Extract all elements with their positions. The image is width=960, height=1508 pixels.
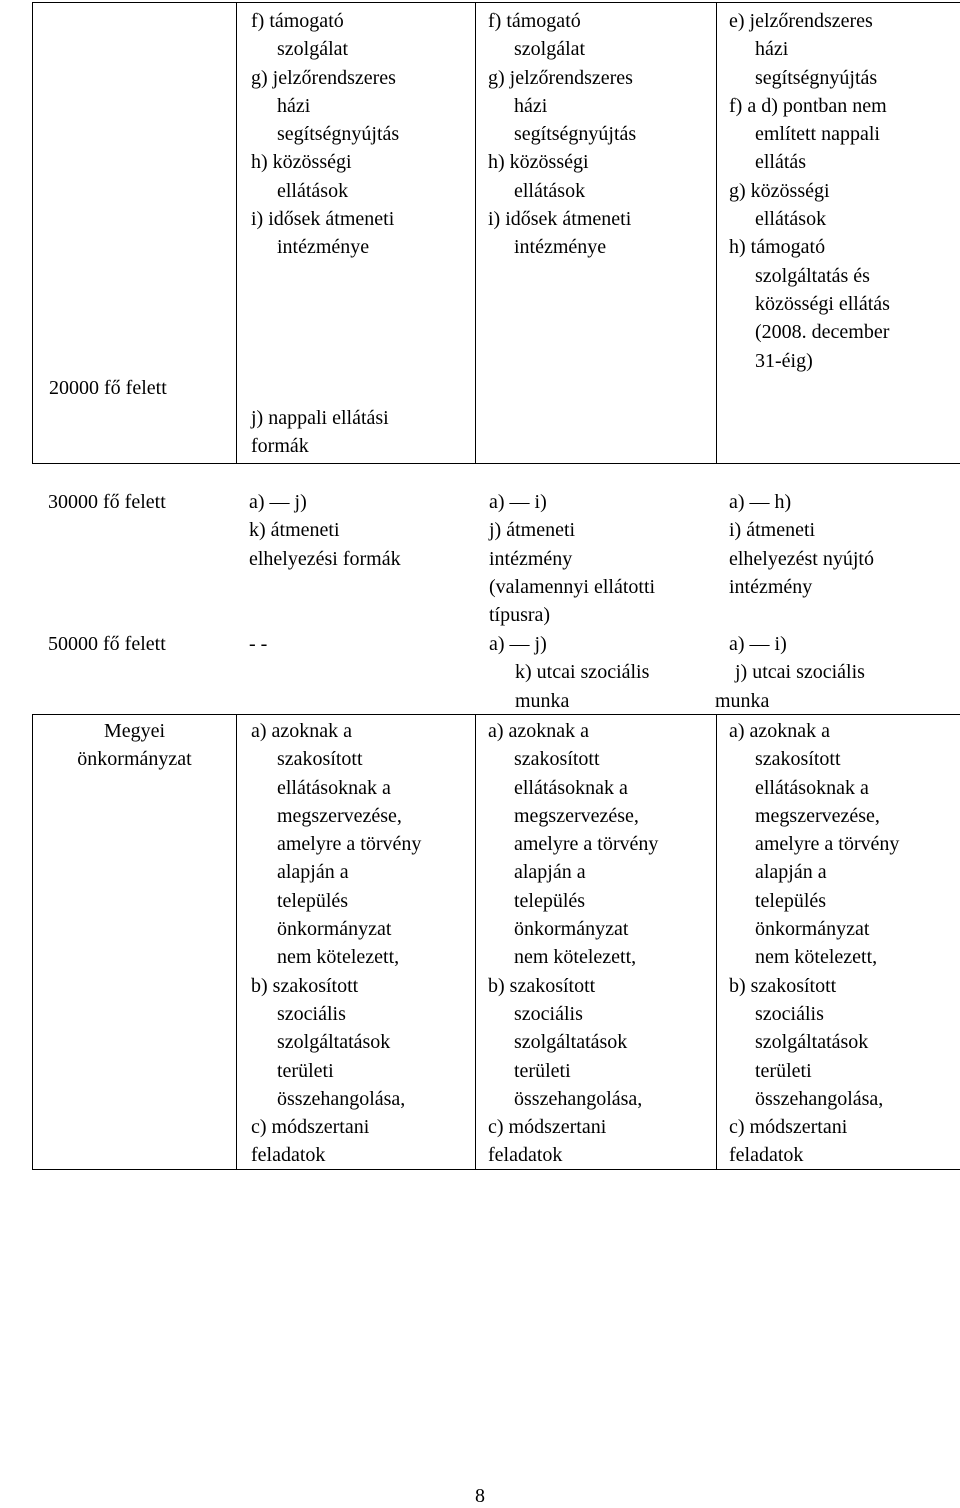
- cell-text: h) támogató: [729, 233, 960, 261]
- cell-text: elhelyezési formák: [249, 545, 401, 573]
- cell-text: házi: [488, 92, 716, 120]
- cell-text: területi: [488, 1057, 716, 1085]
- cell-text: i) idősek átmeneti: [251, 205, 475, 233]
- cell-text: megszervezése,: [488, 802, 716, 830]
- cell-text: szolgálat: [251, 35, 475, 63]
- page-number: 8: [0, 1484, 960, 1508]
- cell-text: feladatok: [729, 1141, 960, 1169]
- cell-text: nem kötelezett,: [488, 943, 716, 971]
- cell-text: település: [488, 887, 716, 915]
- cell-text: j) nappali ellátási: [251, 404, 389, 432]
- cell-text: szolgálat: [488, 35, 716, 63]
- cell-text: amelyre a törvény: [251, 830, 475, 858]
- cell-text: nem kötelezett,: [251, 943, 475, 971]
- cell-text: g) jelzőrendszeres: [488, 64, 716, 92]
- cell-text: f) támogató: [488, 7, 716, 35]
- cell-text: g) közösségi: [729, 177, 960, 205]
- cell-text: szociális: [729, 1000, 960, 1028]
- cell-text: b) szakosított: [488, 972, 716, 1000]
- cell-text: alapján a: [488, 858, 716, 886]
- cell-text: nem kötelezett,: [729, 943, 960, 971]
- cell-text: amelyre a törvény: [729, 830, 960, 858]
- services-table: [32, 2, 960, 464]
- cell-text: intézménye: [251, 233, 475, 261]
- cell-text: f) támogató: [251, 7, 475, 35]
- cell-text: f) a d) pontban nem: [729, 92, 960, 120]
- cell-text: intézmény: [729, 573, 874, 601]
- cell-text: a) azoknak a: [251, 717, 475, 745]
- row-label-county: önkormányzat: [33, 745, 236, 773]
- cell-text: ellátásoknak a: [251, 774, 475, 802]
- cell-text: ellátások: [251, 177, 475, 205]
- cell-text: e) jelzőrendszeres: [729, 7, 960, 35]
- cell-text: említett nappali: [729, 120, 960, 148]
- cell-text: i) átmeneti: [729, 516, 874, 544]
- cell-text: összehangolása,: [488, 1085, 716, 1113]
- cell-text: összehangolása,: [729, 1085, 960, 1113]
- row-label-50000: 50000 fő felett: [48, 630, 166, 658]
- cell-text: ellátások: [488, 177, 716, 205]
- cell-text: h) közösségi: [251, 148, 475, 176]
- cell-text: c) módszertani: [488, 1113, 716, 1141]
- cell-text: h) közösségi: [488, 148, 716, 176]
- cell-text: segítségnyújtás: [729, 64, 960, 92]
- cell-text: - -: [249, 630, 267, 658]
- cell-text: munka: [715, 687, 865, 715]
- cell-text: feladatok: [488, 1141, 716, 1169]
- cell-text: intézménye: [488, 233, 716, 261]
- cell-text: szociális: [251, 1000, 475, 1028]
- cell-text: szolgáltatás és: [729, 262, 960, 290]
- cell-text: település: [251, 887, 475, 915]
- cell-text: a) azoknak a: [488, 717, 716, 745]
- cell-text: c) módszertani: [251, 1113, 475, 1141]
- cell-text: (2008. december: [729, 318, 960, 346]
- cell-text: házi: [729, 35, 960, 63]
- cell-text: intézmény: [489, 545, 655, 573]
- table-row: [33, 3, 960, 464]
- cell-text: szolgáltatások: [488, 1028, 716, 1056]
- cell-text: j) utcai szociális: [715, 658, 865, 686]
- cell-text: c) módszertani: [729, 1113, 960, 1141]
- cell-text: j) átmeneti: [489, 516, 655, 544]
- cell-text: közösségi ellátás: [729, 290, 960, 318]
- cell-text: önkormányzat: [488, 915, 716, 943]
- cell-text: amelyre a törvény: [488, 830, 716, 858]
- cell-text: ellátások: [729, 205, 960, 233]
- cell-text: (valamennyi ellátotti: [489, 573, 655, 601]
- row-label-county: Megyei: [33, 717, 236, 745]
- cell-text: g) jelzőrendszeres: [251, 64, 475, 92]
- cell-text: házi: [251, 92, 475, 120]
- cell-text: elhelyezést nyújtó: [729, 545, 874, 573]
- cell-text: település: [729, 887, 960, 915]
- cell-text: szakosított: [251, 745, 475, 773]
- cell-text: segítségnyújtás: [488, 120, 716, 148]
- cell-text: a) — j): [249, 488, 401, 516]
- cell-text: szolgáltatások: [251, 1028, 475, 1056]
- cell-text: megszervezése,: [251, 802, 475, 830]
- cell-text: szakosított: [488, 745, 716, 773]
- cell-text: szakosított: [729, 745, 960, 773]
- cell-text: összehangolása,: [251, 1085, 475, 1113]
- county-table: [32, 714, 960, 1170]
- cell-text: önkormányzat: [251, 915, 475, 943]
- cell-text: szolgáltatások: [729, 1028, 960, 1056]
- cell-text: ellátásoknak a: [729, 774, 960, 802]
- table-row: [33, 715, 960, 1170]
- cell-text: a) azoknak a: [729, 717, 960, 745]
- cell-text: alapján a: [729, 858, 960, 886]
- cell-text: feladatok: [251, 1141, 475, 1169]
- row-label-30000: 30000 fő felett: [48, 488, 166, 516]
- cell-text: szociális: [488, 1000, 716, 1028]
- cell-text: a) — i): [489, 488, 655, 516]
- cell-text: alapján a: [251, 858, 475, 886]
- cell-text: segítségnyújtás: [251, 120, 475, 148]
- cell-text: k) átmeneti: [249, 516, 401, 544]
- cell-text: formák: [251, 432, 389, 460]
- cell-text: munka: [489, 687, 649, 715]
- cell-text: megszervezése,: [729, 802, 960, 830]
- cell-text: területi: [251, 1057, 475, 1085]
- cell-text: a) — j): [489, 630, 649, 658]
- cell-text: b) szakosított: [729, 972, 960, 1000]
- cell-text: ellátás: [729, 148, 960, 176]
- cell-text: területi: [729, 1057, 960, 1085]
- cell-text: a) — h): [729, 488, 874, 516]
- row-label-20000: 20000 fő felett: [49, 374, 167, 402]
- cell-text: 31-éig): [729, 347, 960, 375]
- cell-text: k) utcai szociális: [489, 658, 649, 686]
- cell-text: a) — i): [715, 630, 865, 658]
- cell-text: i) idősek átmeneti: [488, 205, 716, 233]
- cell-text: típusra): [489, 601, 655, 629]
- cell-text: önkormányzat: [729, 915, 960, 943]
- cell-text: ellátásoknak a: [488, 774, 716, 802]
- cell-text: b) szakosított: [251, 972, 475, 1000]
